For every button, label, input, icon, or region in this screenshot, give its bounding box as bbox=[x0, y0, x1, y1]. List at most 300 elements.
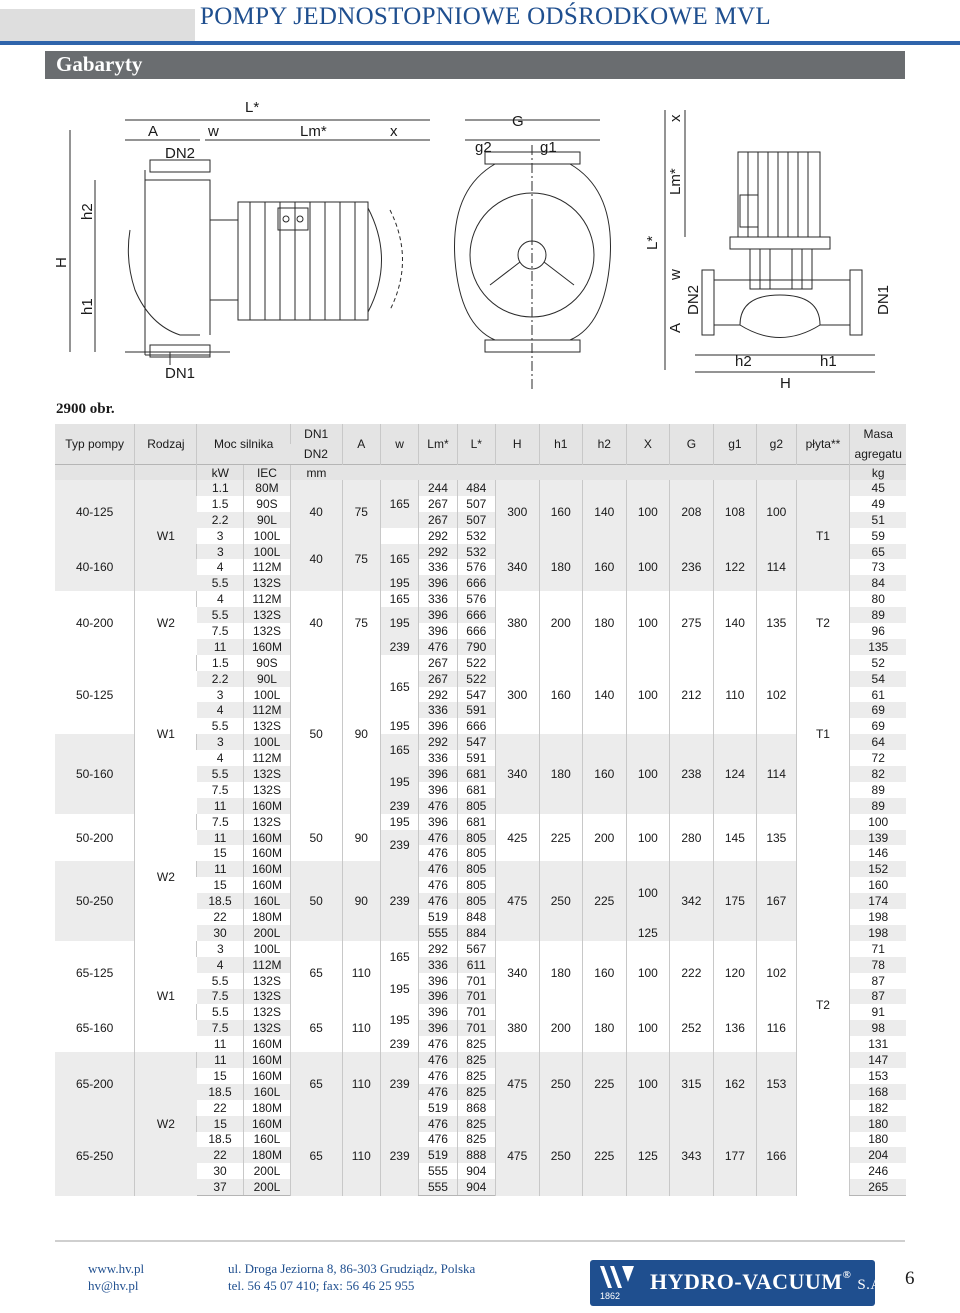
cell-kw: 3 bbox=[197, 734, 244, 750]
cell-kw: 30 bbox=[197, 925, 244, 941]
cell-l: 547 bbox=[457, 734, 495, 750]
col-moc: Moc silnika bbox=[197, 424, 290, 465]
cell-lm: 336 bbox=[419, 702, 457, 718]
company-logo bbox=[590, 1260, 886, 1306]
cell-a: 239 bbox=[380, 798, 418, 814]
cell-typ: 65-250 bbox=[55, 1116, 135, 1196]
cell-masa: 71 bbox=[850, 941, 906, 957]
cell-masa: 51 bbox=[850, 512, 906, 528]
cell-kw: 4 bbox=[197, 957, 244, 973]
cell-w: 110 bbox=[342, 941, 380, 1005]
cell-H: 340 bbox=[495, 941, 539, 1005]
col-dn2: DN2 bbox=[290, 444, 342, 465]
cell-a: 239 bbox=[380, 830, 418, 862]
col-H: H bbox=[495, 424, 539, 465]
cell-dn: 50 bbox=[290, 814, 342, 862]
cell-masa: 69 bbox=[850, 702, 906, 718]
cell-kw: 18.5 bbox=[197, 893, 244, 909]
cell-g2: 116 bbox=[757, 1004, 796, 1052]
col-masa-2: agregatu bbox=[850, 444, 906, 465]
cell-G: 315 bbox=[670, 1052, 714, 1116]
label-H: H bbox=[53, 257, 70, 268]
cell-g2: 135 bbox=[757, 814, 796, 862]
cell-dn: 50 bbox=[290, 655, 342, 814]
cell-G: 208 bbox=[670, 480, 714, 544]
cell-typ: 40-125 bbox=[55, 480, 135, 544]
cell-l: 701 bbox=[457, 989, 495, 1005]
cell-iec: 132S bbox=[244, 973, 291, 989]
cell-iec: 180M bbox=[244, 909, 291, 925]
cell-h1: 200 bbox=[539, 1004, 583, 1052]
cell-l: 790 bbox=[457, 639, 495, 655]
cell-masa: 98 bbox=[850, 1020, 906, 1036]
label-vH: H bbox=[780, 375, 791, 392]
cell-masa: 72 bbox=[850, 750, 906, 766]
cell-kw: 7.5 bbox=[197, 623, 244, 639]
cell-plyta: T2 bbox=[796, 591, 850, 655]
cell-dn: 40 bbox=[290, 591, 342, 655]
cell-iec: 100L bbox=[244, 544, 291, 560]
label-vDN2: DN2 bbox=[685, 284, 702, 315]
table-row bbox=[55, 655, 906, 671]
col-typ: Typ pompy bbox=[55, 424, 135, 465]
cell-masa: 87 bbox=[850, 973, 906, 989]
cell-l: 884 bbox=[457, 925, 495, 941]
cell-a: 195 bbox=[380, 1004, 418, 1036]
cell-h1: 180 bbox=[539, 941, 583, 1005]
cell-a: 165 bbox=[380, 941, 418, 973]
col-A: A bbox=[342, 424, 380, 465]
cell-x: 100 bbox=[626, 1052, 670, 1116]
cell-h1: 160 bbox=[539, 655, 583, 734]
cell-kw: 3 bbox=[197, 941, 244, 957]
label-vLm: Lm* bbox=[667, 168, 684, 195]
cell-typ: 50-250 bbox=[55, 861, 135, 940]
label-w: w bbox=[208, 123, 219, 140]
col-G: G bbox=[670, 424, 714, 465]
cell-lm: 267 bbox=[419, 671, 457, 687]
cell-a: 239 bbox=[380, 639, 418, 655]
cell-masa: 52 bbox=[850, 655, 906, 671]
cell-l: 805 bbox=[457, 845, 495, 861]
cell-kw: 15 bbox=[197, 1116, 244, 1132]
cell-iec: 90S bbox=[244, 655, 291, 671]
cell-masa: 80 bbox=[850, 591, 906, 607]
cell-g2: 114 bbox=[757, 734, 796, 813]
cell-kw: 2.2 bbox=[197, 512, 244, 528]
cell-a: 239 bbox=[380, 1052, 418, 1116]
logo-reg: ® bbox=[842, 1269, 852, 1281]
cell-typ: 65-160 bbox=[55, 1004, 135, 1052]
cell-lm: 336 bbox=[419, 750, 457, 766]
cell-H: 425 bbox=[495, 814, 539, 862]
cell-l: 522 bbox=[457, 655, 495, 671]
cell-H: 475 bbox=[495, 1116, 539, 1196]
label-Lm: Lm* bbox=[300, 123, 327, 140]
cell-kw: 2.2 bbox=[197, 671, 244, 687]
cell-masa: 152 bbox=[850, 861, 906, 877]
cell-dn: 65 bbox=[290, 941, 342, 1005]
cell-masa: 82 bbox=[850, 766, 906, 782]
cell-G: 212 bbox=[670, 655, 714, 734]
cell-l: 591 bbox=[457, 702, 495, 718]
cell-h2: 180 bbox=[583, 591, 627, 655]
cell-masa: 204 bbox=[850, 1147, 906, 1163]
cell-h2: 225 bbox=[583, 861, 627, 940]
cell-iec: 200L bbox=[244, 925, 291, 941]
cell-a: 195 bbox=[380, 766, 418, 798]
cell-masa: 78 bbox=[850, 957, 906, 973]
cell-kw: 7.5 bbox=[197, 814, 244, 830]
cell-lm: 476 bbox=[419, 1068, 457, 1084]
cell-a: 165 bbox=[380, 544, 418, 576]
cell-G: 238 bbox=[670, 734, 714, 813]
cell-G: 222 bbox=[670, 941, 714, 1005]
cell-kw: 5.5 bbox=[197, 766, 244, 782]
label-DN1: DN1 bbox=[165, 365, 196, 382]
cell-kw: 11 bbox=[197, 1052, 244, 1068]
dimension-drawings bbox=[50, 90, 910, 395]
label-DN2: DN2 bbox=[165, 145, 196, 162]
cell-dn: 65 bbox=[290, 1004, 342, 1052]
cell-lm: 396 bbox=[419, 973, 457, 989]
footer-address-block bbox=[228, 1260, 475, 1294]
cell-masa: 65 bbox=[850, 544, 906, 560]
cell-x: 100 bbox=[626, 861, 670, 925]
cell-typ: 50-160 bbox=[55, 734, 135, 813]
cell-l: 805 bbox=[457, 893, 495, 909]
dimensions-table bbox=[55, 424, 906, 1196]
cell-iec: 160L bbox=[244, 1084, 291, 1100]
cell-kw: 7.5 bbox=[197, 1020, 244, 1036]
cell-lm: 396 bbox=[419, 623, 457, 639]
cell-iec: 132S bbox=[244, 782, 291, 798]
cell-l: 611 bbox=[457, 957, 495, 973]
cell-H: 300 bbox=[495, 655, 539, 734]
cell-lm: 396 bbox=[419, 1020, 457, 1036]
cell-l: 532 bbox=[457, 528, 495, 544]
cell-h2: 140 bbox=[583, 655, 627, 734]
cell-w: 75 bbox=[342, 544, 380, 576]
table-row bbox=[55, 1052, 906, 1068]
table-row bbox=[55, 591, 906, 607]
cell-kw: 1.5 bbox=[197, 655, 244, 671]
cell-iec: 160M bbox=[244, 798, 291, 814]
cell-kw: 4 bbox=[197, 591, 244, 607]
logo-name: HYDRO-VACUUM bbox=[650, 1269, 843, 1294]
cell-l: 681 bbox=[457, 766, 495, 782]
label-vh1: h1 bbox=[820, 353, 837, 370]
cell-l: 532 bbox=[457, 544, 495, 560]
cell-masa: 153 bbox=[850, 1068, 906, 1084]
cell-a: 239 bbox=[380, 1036, 418, 1052]
unit-kg: kg bbox=[850, 465, 906, 481]
cell-iec: 100L bbox=[244, 734, 291, 750]
cell-H: 380 bbox=[495, 591, 539, 655]
cell-l: 591 bbox=[457, 750, 495, 766]
cell-G: 275 bbox=[670, 591, 714, 655]
cell-g2: 102 bbox=[757, 655, 796, 734]
cell-iec: 112M bbox=[244, 559, 291, 575]
cell-lm: 555 bbox=[419, 1179, 457, 1195]
cell-plyta: T1 bbox=[796, 655, 850, 814]
cell-h1: 250 bbox=[539, 1052, 583, 1116]
cell-lm: 292 bbox=[419, 528, 457, 544]
cell-iec: 160M bbox=[244, 845, 291, 861]
speed-label: 2900 obr. bbox=[56, 401, 115, 417]
cell-g1: 122 bbox=[713, 544, 757, 592]
cell-typ: 65-125 bbox=[55, 941, 135, 1005]
cell-lm: 519 bbox=[419, 1147, 457, 1163]
cell-h1: 250 bbox=[539, 1116, 583, 1196]
cell-masa: 54 bbox=[850, 671, 906, 687]
cell-l: 701 bbox=[457, 1020, 495, 1036]
cell-h1: 180 bbox=[539, 734, 583, 813]
cell-lm: 476 bbox=[419, 877, 457, 893]
cell-iec: 132S bbox=[244, 1004, 291, 1020]
cell-kw: 4 bbox=[197, 559, 244, 575]
cell-kw: 11 bbox=[197, 798, 244, 814]
cell-kw: 5.5 bbox=[197, 575, 244, 591]
cell-kw: 4 bbox=[197, 750, 244, 766]
cell-lm: 476 bbox=[419, 1116, 457, 1132]
col-w: w bbox=[380, 424, 418, 465]
cell-w: 110 bbox=[342, 1052, 380, 1116]
cell-dn: 40 bbox=[290, 480, 342, 544]
cell-plyta: T2 bbox=[796, 814, 850, 1196]
cell-h1: 160 bbox=[539, 480, 583, 544]
cell-lm: 396 bbox=[419, 575, 457, 591]
cell-lm: 267 bbox=[419, 496, 457, 512]
cell-G: 342 bbox=[670, 861, 714, 940]
cell-kw: 3 bbox=[197, 528, 244, 544]
col-h2: h2 bbox=[583, 424, 627, 465]
unit-blank bbox=[55, 465, 135, 481]
cell-l: 576 bbox=[457, 591, 495, 607]
cell-rodzaj: W2 bbox=[135, 1052, 197, 1196]
cell-iec: 200L bbox=[244, 1163, 291, 1179]
footer-email[interactable]: hv@hv.pl bbox=[88, 1278, 139, 1293]
cell-x: 100 bbox=[626, 591, 670, 655]
cell-a: 195 bbox=[380, 973, 418, 1005]
cell-H: 380 bbox=[495, 1004, 539, 1052]
cell-l: 825 bbox=[457, 1084, 495, 1100]
cell-lm: 267 bbox=[419, 512, 457, 528]
cell-dn: 40 bbox=[290, 544, 342, 576]
cell-lm: 396 bbox=[419, 607, 457, 623]
cell-lm: 476 bbox=[419, 893, 457, 909]
cell-a: 165 bbox=[380, 591, 418, 607]
cell-H: 340 bbox=[495, 734, 539, 813]
cell-a: 195 bbox=[380, 575, 418, 591]
cell-G: 252 bbox=[670, 1004, 714, 1052]
col-g2: g2 bbox=[757, 424, 796, 465]
cell-h2: 225 bbox=[583, 1116, 627, 1196]
cell-kw: 7.5 bbox=[197, 989, 244, 1005]
cell-iec: 132S bbox=[244, 623, 291, 639]
cell-lm: 476 bbox=[419, 1036, 457, 1052]
cell-l: 904 bbox=[457, 1163, 495, 1179]
title-bar bbox=[0, 9, 195, 41]
cell-w: 90 bbox=[342, 861, 380, 940]
pump-drawing bbox=[50, 90, 910, 395]
header-row bbox=[55, 424, 906, 444]
cell-g2: 167 bbox=[757, 861, 796, 940]
cell-a: 165 bbox=[380, 655, 418, 719]
cell-lm: 396 bbox=[419, 814, 457, 830]
cell-H: 475 bbox=[495, 861, 539, 940]
footer-address: ul. Droga Jeziorna 8, 86-303 Grudziądz, Polska bbox=[228, 1261, 476, 1276]
footer-web[interactable]: www.hv.pl bbox=[88, 1261, 145, 1276]
cell-g1: 140 bbox=[713, 591, 757, 655]
section-title: Gabaryty bbox=[56, 52, 143, 76]
cell-kw: 5.5 bbox=[197, 973, 244, 989]
cell-iec: 160M bbox=[244, 1116, 291, 1132]
cell-lm: 476 bbox=[419, 861, 457, 877]
cell-lm: 555 bbox=[419, 1163, 457, 1179]
cell-l: 805 bbox=[457, 861, 495, 877]
unit-iec: IEC bbox=[244, 465, 291, 481]
cell-l: 805 bbox=[457, 830, 495, 846]
cell-masa: 180 bbox=[850, 1116, 906, 1132]
cell-masa: 87 bbox=[850, 989, 906, 1005]
cell-masa: 139 bbox=[850, 830, 906, 846]
cell-lm: 292 bbox=[419, 544, 457, 560]
cell-lm: 396 bbox=[419, 718, 457, 734]
table-row bbox=[55, 941, 906, 957]
cell-kw: 5.5 bbox=[197, 1004, 244, 1020]
cell-masa: 265 bbox=[850, 1179, 906, 1195]
cell-masa: 73 bbox=[850, 559, 906, 575]
cell-h2: 140 bbox=[583, 480, 627, 544]
cell-masa: 198 bbox=[850, 925, 906, 941]
section-header bbox=[45, 51, 905, 79]
table-row bbox=[55, 480, 906, 496]
cell-l: 888 bbox=[457, 1147, 495, 1163]
cell-a bbox=[380, 528, 418, 544]
logo-year: 1862 bbox=[600, 1291, 621, 1301]
cell-l: 904 bbox=[457, 1179, 495, 1195]
cell-w bbox=[342, 575, 380, 591]
cell-kw: 11 bbox=[197, 639, 244, 655]
cell-lm: 396 bbox=[419, 989, 457, 1005]
cell-lm: 476 bbox=[419, 798, 457, 814]
cell-kw: 22 bbox=[197, 909, 244, 925]
col-g1: g1 bbox=[713, 424, 757, 465]
cell-kw: 5.5 bbox=[197, 718, 244, 734]
cell-l: 825 bbox=[457, 1068, 495, 1084]
cell-iec: 112M bbox=[244, 750, 291, 766]
cell-l: 522 bbox=[457, 671, 495, 687]
cell-kw: 11 bbox=[197, 830, 244, 846]
units-row bbox=[55, 465, 906, 481]
cell-masa: 182 bbox=[850, 1100, 906, 1116]
title-strip bbox=[0, 0, 960, 42]
cell-h2: 200 bbox=[583, 814, 627, 862]
cell-typ: 40-200 bbox=[55, 591, 135, 655]
cell-l: 825 bbox=[457, 1132, 495, 1148]
cell-G: 343 bbox=[670, 1116, 714, 1196]
cell-masa: 49 bbox=[850, 496, 906, 512]
cell-kw: 11 bbox=[197, 1036, 244, 1052]
cell-kw: 11 bbox=[197, 861, 244, 877]
cell-kw: 3 bbox=[197, 544, 244, 560]
cell-iec: 160M bbox=[244, 1068, 291, 1084]
label-vL: L* bbox=[644, 235, 661, 250]
cell-g1: 110 bbox=[713, 655, 757, 734]
cell-l: 825 bbox=[457, 1036, 495, 1052]
label-x: x bbox=[390, 123, 398, 140]
cell-masa: 89 bbox=[850, 798, 906, 814]
cell-g1: 136 bbox=[713, 1004, 757, 1052]
cell-l: 681 bbox=[457, 814, 495, 830]
cell-lm: 244 bbox=[419, 480, 457, 496]
label-h2: h2 bbox=[79, 203, 96, 220]
cell-lm: 292 bbox=[419, 687, 457, 703]
label-g2: g2 bbox=[475, 139, 492, 156]
cell-a: 165 bbox=[380, 734, 418, 766]
cell-h2: 160 bbox=[583, 941, 627, 1005]
cell-rodzaj: W2 bbox=[135, 591, 197, 655]
cell-a: 195 bbox=[380, 607, 418, 639]
cell-kw: 5.5 bbox=[197, 607, 244, 623]
cell-l: 825 bbox=[457, 1116, 495, 1132]
cell-iec: 160M bbox=[244, 1052, 291, 1068]
cell-kw: 18.5 bbox=[197, 1132, 244, 1148]
label-A: A bbox=[148, 123, 159, 140]
table-body bbox=[55, 480, 906, 1196]
cell-kw: 15 bbox=[197, 877, 244, 893]
cell-g2: 153 bbox=[757, 1052, 796, 1116]
cell-rodzaj: W1 bbox=[135, 941, 197, 1052]
cell-l: 547 bbox=[457, 687, 495, 703]
cell-g1: 108 bbox=[713, 480, 757, 544]
cell-iec: 90L bbox=[244, 512, 291, 528]
cell-g2: 114 bbox=[757, 544, 796, 592]
cell-l: 868 bbox=[457, 1100, 495, 1116]
title-rule bbox=[0, 41, 960, 45]
footer bbox=[0, 1240, 960, 1313]
cell-masa: 100 bbox=[850, 814, 906, 830]
footer-contact bbox=[88, 1260, 144, 1294]
cell-masa: 64 bbox=[850, 734, 906, 750]
cell-iec: 112M bbox=[244, 957, 291, 973]
cell-g2: 100 bbox=[757, 480, 796, 544]
cell-kw: 18.5 bbox=[197, 1084, 244, 1100]
cell-a: 195 bbox=[380, 718, 418, 734]
cell-masa: 91 bbox=[850, 1004, 906, 1020]
cell-h2: 180 bbox=[583, 1004, 627, 1052]
cell-iec: 112M bbox=[244, 702, 291, 718]
cell-iec: 160M bbox=[244, 1036, 291, 1052]
col-dn1: DN1 bbox=[290, 424, 342, 444]
logo-text bbox=[650, 1269, 886, 1295]
unit-blank bbox=[135, 465, 197, 481]
cell-masa: 69 bbox=[850, 718, 906, 734]
cell-kw: 7.5 bbox=[197, 782, 244, 798]
cell-lm: 476 bbox=[419, 1132, 457, 1148]
footer-phone: tel. 56 45 07 410; fax: 56 46 25 955 bbox=[228, 1278, 415, 1293]
cell-H: 340 bbox=[495, 544, 539, 592]
cell-l: 666 bbox=[457, 607, 495, 623]
cell-rodzaj: W1 bbox=[135, 480, 197, 591]
cell-lm: 519 bbox=[419, 909, 457, 925]
cell-masa: 180 bbox=[850, 1132, 906, 1148]
cell-kw: 4 bbox=[197, 702, 244, 718]
cell-iec: 160M bbox=[244, 877, 291, 893]
cell-l: 567 bbox=[457, 941, 495, 957]
cell-kw: 1.1 bbox=[197, 480, 244, 496]
